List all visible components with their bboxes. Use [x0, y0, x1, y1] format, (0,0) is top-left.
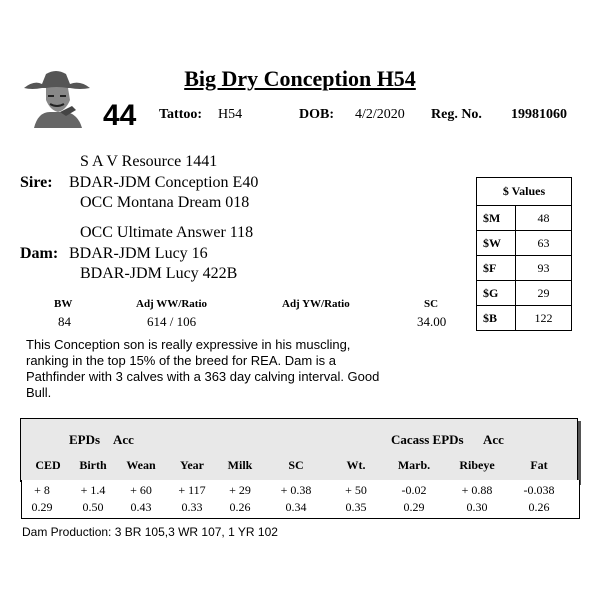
carcass-acc-label: Acc: [483, 432, 504, 447]
sire-sire: S A V Resource 1441: [80, 153, 218, 170]
dollar-values-table: [476, 177, 572, 331]
dollar-value: 48: [516, 206, 572, 231]
lot-number: 44: [103, 99, 137, 132]
sc-header: SC: [424, 298, 439, 310]
epd-accuracy: 0.29: [403, 500, 425, 514]
epd-value: -0.038: [523, 483, 555, 497]
tattoo-value: H54: [218, 107, 243, 122]
epd-accuracy: 0.35: [345, 500, 367, 514]
epd-value: + 0.38: [280, 483, 312, 497]
dollar-label: $F: [477, 256, 516, 281]
epd-col-header: Birth: [79, 458, 107, 472]
epd-value: + 8: [34, 483, 50, 497]
epd-value: + 50: [345, 483, 367, 497]
dollar-value: 122: [516, 306, 572, 331]
bw-value: 84: [58, 314, 71, 329]
carcass-epd-group-label: Cacass EPDs: [391, 432, 464, 447]
epd-col-header: Milk: [227, 458, 253, 472]
dollar-label: $B: [477, 306, 516, 331]
bw-header: BW: [54, 298, 73, 310]
reg-value: 19981060: [511, 107, 567, 122]
sire-label: Sire:: [20, 174, 53, 191]
epd-accuracy: 0.43: [130, 500, 152, 514]
dam-dam: BDAR-JDM Lucy 422B: [80, 265, 238, 282]
dollar-values-header: $ Values: [477, 178, 572, 206]
epd-col-header: SC: [288, 458, 304, 472]
dollar-value: 63: [516, 231, 572, 256]
sire-name: BDAR-JDM Conception E40: [69, 174, 259, 191]
dollar-value: 93: [516, 256, 572, 281]
epd-col-header: CED: [35, 458, 61, 472]
dollar-label: $G: [477, 281, 516, 306]
dam-name: BDAR-JDM Lucy 16: [69, 245, 208, 262]
epd-value: + 1.4: [80, 483, 106, 497]
table-row: [477, 256, 572, 281]
epd-accuracy: 0.29: [31, 500, 53, 514]
table-row: [477, 281, 572, 306]
epd-accuracy: 0.26: [229, 500, 251, 514]
epd-acc-label: Acc: [113, 432, 134, 447]
epd-value: + 60: [130, 483, 152, 497]
epd-col-header: Year: [180, 458, 204, 472]
adj-ww-header: Adj WW/Ratio: [136, 298, 207, 310]
sire-dam: OCC Montana Dream 018: [80, 194, 250, 211]
epd-accuracy: 0.26: [528, 500, 550, 514]
epd-group-label: EPDs: [69, 432, 101, 447]
reg-label: Reg. No.: [431, 107, 482, 122]
dob-label: DOB:: [299, 107, 334, 122]
epd-value: -0.02: [401, 483, 427, 497]
comments-text: This Conception son is really expressive in his muscling, ranking in the top 15% of the breed for REA. Dam is a Pathfinder with 3 calves with a 363 day calving interval. Good Bull.: [26, 337, 380, 400]
dam-production-text: Dam Production: 3 BR 105,3 WR 107, 1 YR 102: [22, 525, 278, 539]
epd-accuracy: 0.33: [181, 500, 203, 514]
adj-ww-value: 614 / 106: [147, 314, 197, 329]
animal-title: Big Dry Conception H54: [184, 66, 416, 91]
epd-col-header: Wt.: [346, 458, 366, 472]
dam-label: Dam:: [20, 245, 59, 262]
dob-value: 4/2/2020: [355, 107, 405, 122]
epd-accuracy: 0.50: [82, 500, 104, 514]
epd-col-header: Wean: [126, 458, 156, 472]
epd-value: + 117: [178, 483, 206, 497]
epd-value: + 29: [229, 483, 251, 497]
epd-col-header: Ribeye: [459, 458, 495, 472]
table-row: [477, 206, 572, 231]
dollar-label: $W: [477, 231, 516, 256]
epd-col-header: Fat: [530, 458, 548, 472]
epd-col-header: Marb.: [397, 458, 431, 472]
table-row: [477, 306, 572, 331]
sc-value: 34.00: [417, 314, 447, 329]
dollar-value: 29: [516, 281, 572, 306]
epd-accuracy: 0.34: [285, 500, 307, 514]
dam-sire: OCC Ultimate Answer 118: [80, 224, 254, 241]
epd-value: + 0.88: [461, 483, 493, 497]
epd-accuracy: 0.30: [466, 500, 488, 514]
table-row: [477, 231, 572, 256]
tattoo-label: Tattoo:: [159, 107, 203, 122]
adj-yw-header: Adj YW/Ratio: [282, 298, 350, 310]
dollar-label: $M: [477, 206, 516, 231]
